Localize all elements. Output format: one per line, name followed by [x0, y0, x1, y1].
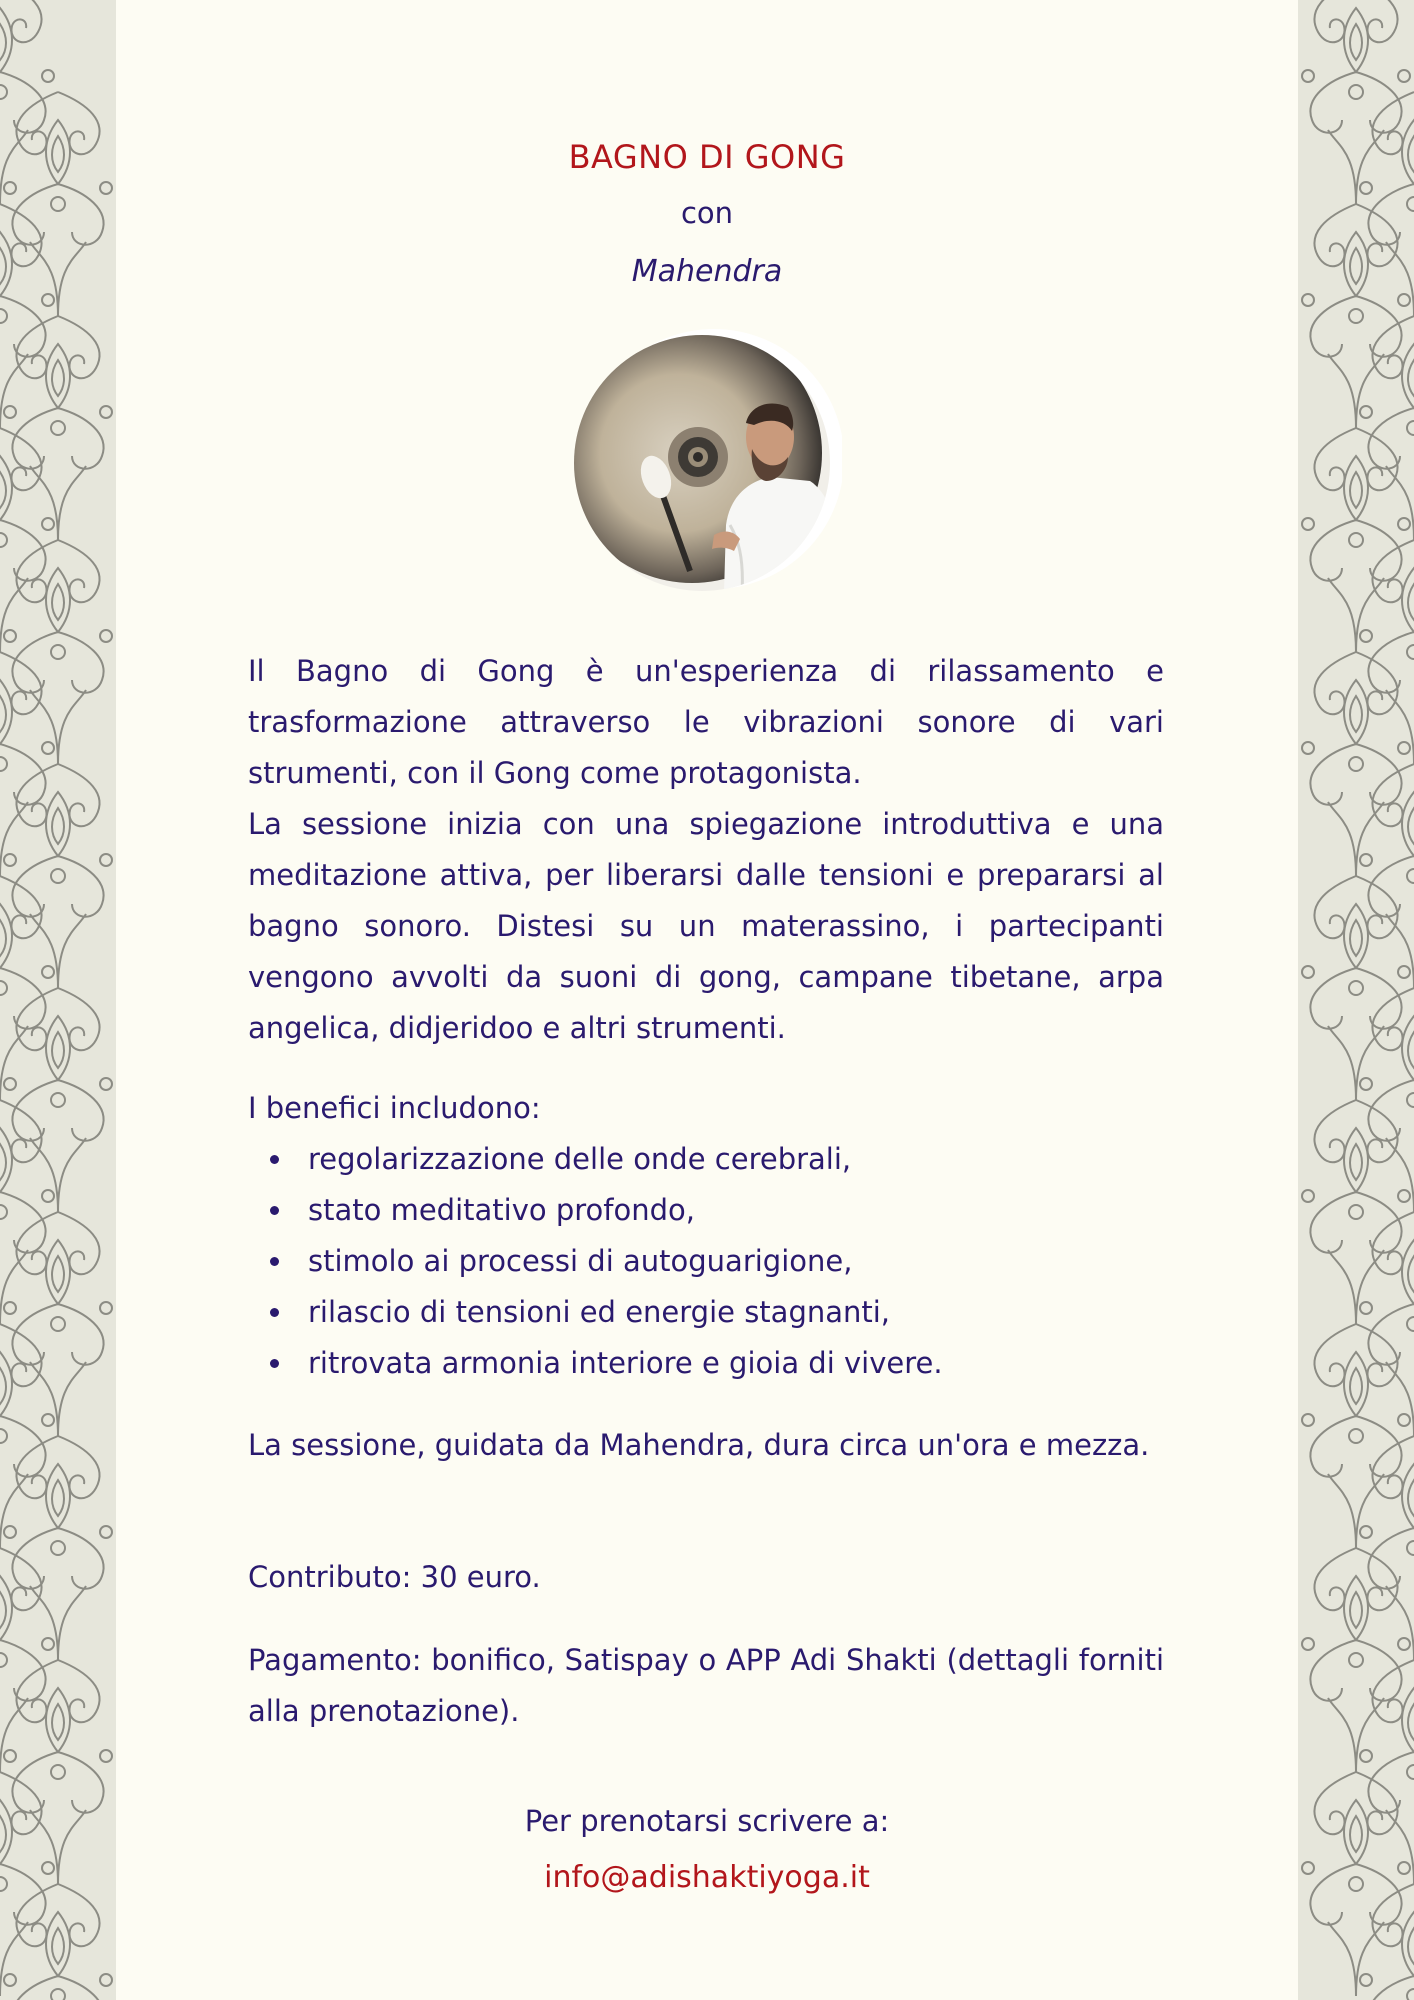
bullet-icon	[270, 1206, 279, 1215]
benefits-lead: I benefici includono:	[248, 1091, 541, 1125]
booking-label: Per prenotarsi scrivere a:	[524, 1804, 890, 1838]
ornamental-lotus-border-icon	[1298, 0, 1414, 2000]
list-item: stimolo ai processi di autoguarigione,	[248, 1236, 1164, 1287]
with-label: con	[680, 196, 734, 230]
event-title: BAGNO DI GONG	[568, 138, 846, 176]
right-ornamental-border	[1298, 0, 1414, 2000]
payment-text: Pagamento: bonifico, Satispay o APP Adi Shakti (dettagli forniti alla prenotazione).	[248, 1643, 1164, 1728]
list-item: regolarizzazione delle onde cerebrali,	[248, 1134, 1164, 1185]
intro-paragraph-2: La sessione inizia con una spiegazione introduttiva e una meditazione attiva, per liberarsi dalle tensioni e prepararsi al bagno sonoro. Distesi su un materassino, i partecipanti vengono avvolti da suoni di gong, campane tibetane, arpa angelica, didjeridoo e altri strumenti.	[248, 807, 1164, 1045]
duration-text: La sessione, guidata da Mahendra, dura circa un'ora e mezza.	[248, 1428, 1150, 1462]
bullet-icon	[270, 1257, 279, 1266]
benefits-list	[248, 1134, 1164, 1389]
list-item: rilascio di tensioni ed energie stagnanti,	[248, 1287, 1164, 1338]
intro-paragraph-1: Il Bagno di Gong è un'esperienza di rilassamento e trasformazione attraverso le vibrazioni sonore di vari strumenti, con il Gong come protagonista.	[248, 654, 1164, 790]
price-text: Contributo: 30 euro.	[248, 1560, 541, 1594]
left-ornamental-border	[0, 0, 116, 2000]
bullet-icon	[270, 1359, 279, 1368]
gong-player-photo	[574, 325, 842, 593]
booking-email-link[interactable]: info@adishaktiyoga.it	[544, 1860, 870, 1895]
list-item: stato meditativo profondo,	[248, 1185, 1164, 1236]
ornamental-lotus-border-icon	[0, 0, 116, 2000]
flyer-page	[116, 0, 1298, 2000]
intro-section	[248, 646, 1164, 1054]
instructor-name: Mahendra	[631, 254, 783, 289]
bullet-icon	[270, 1308, 279, 1317]
list-item: ritrovata armonia interiore e gioia di vivere.	[248, 1338, 1164, 1389]
bullet-icon	[270, 1155, 279, 1164]
